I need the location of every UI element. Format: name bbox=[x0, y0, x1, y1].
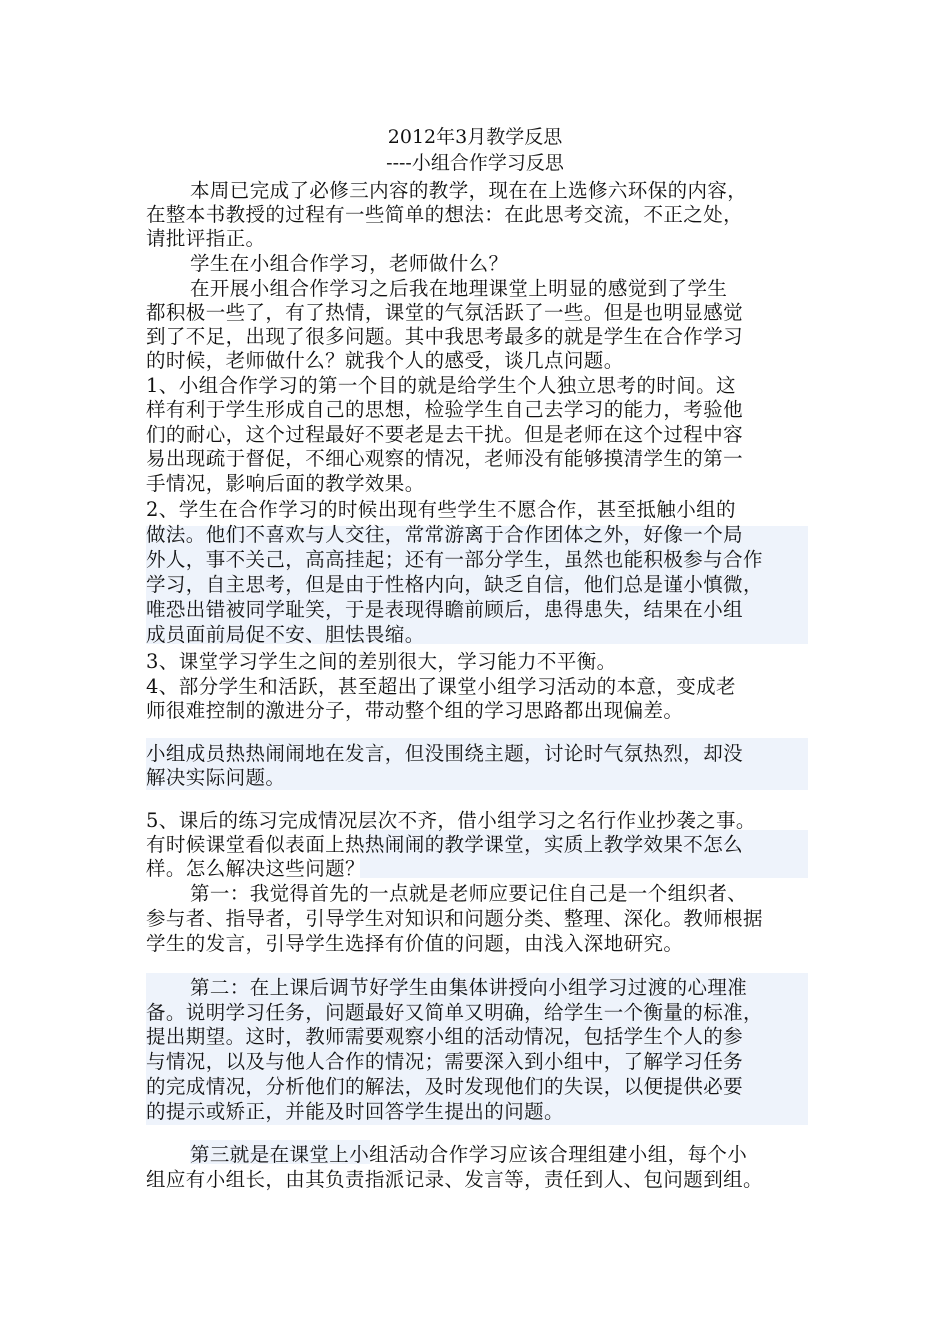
paragraph-line: 第一：我觉得首先的一点就是老师应要记住自己是一个组织者、 bbox=[190, 882, 748, 905]
paragraph-line: 第二：在上课后调节好学生由集体讲授向小组学习过渡的心理准 bbox=[190, 976, 748, 999]
paragraph-line: 第三就是在课堂上小组活动合作学习应该合理组建小组，每个小 bbox=[190, 1143, 748, 1166]
paragraph-line: 样有利于学生形成自己的思想，检验学生自己去学习的能力，考验他 bbox=[146, 398, 744, 421]
paragraph-line: 外人，事不关己，高高挂起；还有一部分学生，虽然也能积极参与合作 bbox=[146, 548, 763, 571]
paragraph-line: 学生的发言，引导学生选择有价值的问题，由浅入深地研究。 bbox=[146, 932, 684, 955]
paragraph-line: 提出期望。这时，教师需要观察小组的活动情况，包括学生个人的参 bbox=[146, 1025, 744, 1048]
paragraph-line: 成员面前局促不安、胆怯畏缩。 bbox=[146, 623, 425, 646]
paragraph-line: 4、部分学生和活跃，甚至超出了课堂小组学习活动的本意，变成老 bbox=[146, 675, 736, 698]
paragraph-line: 有时候课堂看似表面上热热闹闹的教学课堂，实质上教学效果不怎么 bbox=[146, 833, 744, 856]
paragraph-line: 唯恐出错被同学耻笑，于是表现得瞻前顾后，患得患失，结果在小组 bbox=[146, 598, 744, 621]
paragraph-line: 2、学生在合作学习的时候出现有些学生不愿合作，甚至抵触小组的 bbox=[146, 498, 736, 521]
paragraph-line: 手情况，影响后面的教学效果。 bbox=[146, 472, 425, 495]
paragraph-line: 组应有小组长，由其负责指派记录、发言等，责任到人、包问题到组。 bbox=[146, 1168, 763, 1191]
paragraph-line: 备。说明学习任务，问题最好又简单又明确，给学生一个衡量的标准， bbox=[146, 1001, 763, 1024]
paragraph-line: 的时候，老师做什么？就我个人的感受，谈几点问题。 bbox=[146, 349, 624, 372]
paragraph-line: 师很难控制的激进分子，带动整个组的学习思路都出现偏差。 bbox=[146, 699, 684, 722]
document-subtitle: ----小组合作学习反思 bbox=[386, 152, 564, 174]
paragraph-line: 3、课堂学习学生之间的差别很大，学习能力不平衡。 bbox=[146, 650, 617, 673]
paragraph-line: 1、小组合作学习的第一个目的就是给学生个人独立思考的时间。这 bbox=[146, 374, 736, 397]
paragraph-line: 5、课后的练习完成情况层次不齐，借小组学习之名行作业抄袭之事。 bbox=[146, 809, 756, 832]
paragraph-line: 样。怎么解决这些问题？ bbox=[146, 857, 365, 880]
paragraph-line: 与情况，以及与他人合作的情况；需要深入到小组中，了解学习任务 bbox=[146, 1050, 744, 1073]
paragraph-line: 参与者、指导者，引导学生对知识和问题分类、整理、深化。教师根据 bbox=[146, 907, 763, 930]
paragraph-line: 的完成情况，分析他们的解法，及时发现他们的失误，以便提供必要 bbox=[146, 1075, 744, 1098]
paragraph-line: 小组成员热热闹闹地在发言，但没围绕主题，讨论时气氛热烈，却没 bbox=[146, 742, 744, 765]
paragraph-line: 解决实际问题。 bbox=[146, 766, 286, 789]
paragraph-line: 的提示或矫正，并能及时回答学生提出的问题。 bbox=[146, 1100, 564, 1123]
paragraph-line: 都积极一些了，有了热情，课堂的气氛活跃了一些。但是也明显感觉 bbox=[146, 301, 744, 324]
paragraph-line: 请批评指正。 bbox=[146, 227, 266, 250]
paragraph-line: 学生在小组合作学习，老师做什么？ bbox=[190, 252, 509, 275]
paragraph-line: 在开展小组合作学习之后我在地理课堂上明显的感觉到了学生 bbox=[190, 277, 728, 300]
paragraph-line: 们的耐心，这个过程最好不要老是去干扰。但是老师在这个过程中容 bbox=[146, 423, 744, 446]
paragraph-line: 做法。他们不喜欢与人交往，常常游离于合作团体之外，好像一个局 bbox=[146, 523, 744, 546]
paragraph-line: 学习，自主思考，但是由于性格内向，缺乏自信，他们总是谨小慎微， bbox=[146, 573, 763, 596]
document-title: 2012年3月教学反思 bbox=[387, 126, 563, 148]
paragraph-line: 本周已完成了必修三内容的教学，现在在上选修六环保的内容， bbox=[190, 179, 748, 202]
paragraph-line: 到了不足，出现了很多问题。其中我思考最多的就是学生在合作学习 bbox=[146, 325, 744, 348]
paragraph-line: 在整本书教授的过程有一些简单的想法：在此思考交流，不正之处， bbox=[146, 203, 744, 226]
paragraph-line: 易出现疏于督促，不细心观察的情况，老师没有能够摸清学生的第一 bbox=[146, 447, 744, 470]
